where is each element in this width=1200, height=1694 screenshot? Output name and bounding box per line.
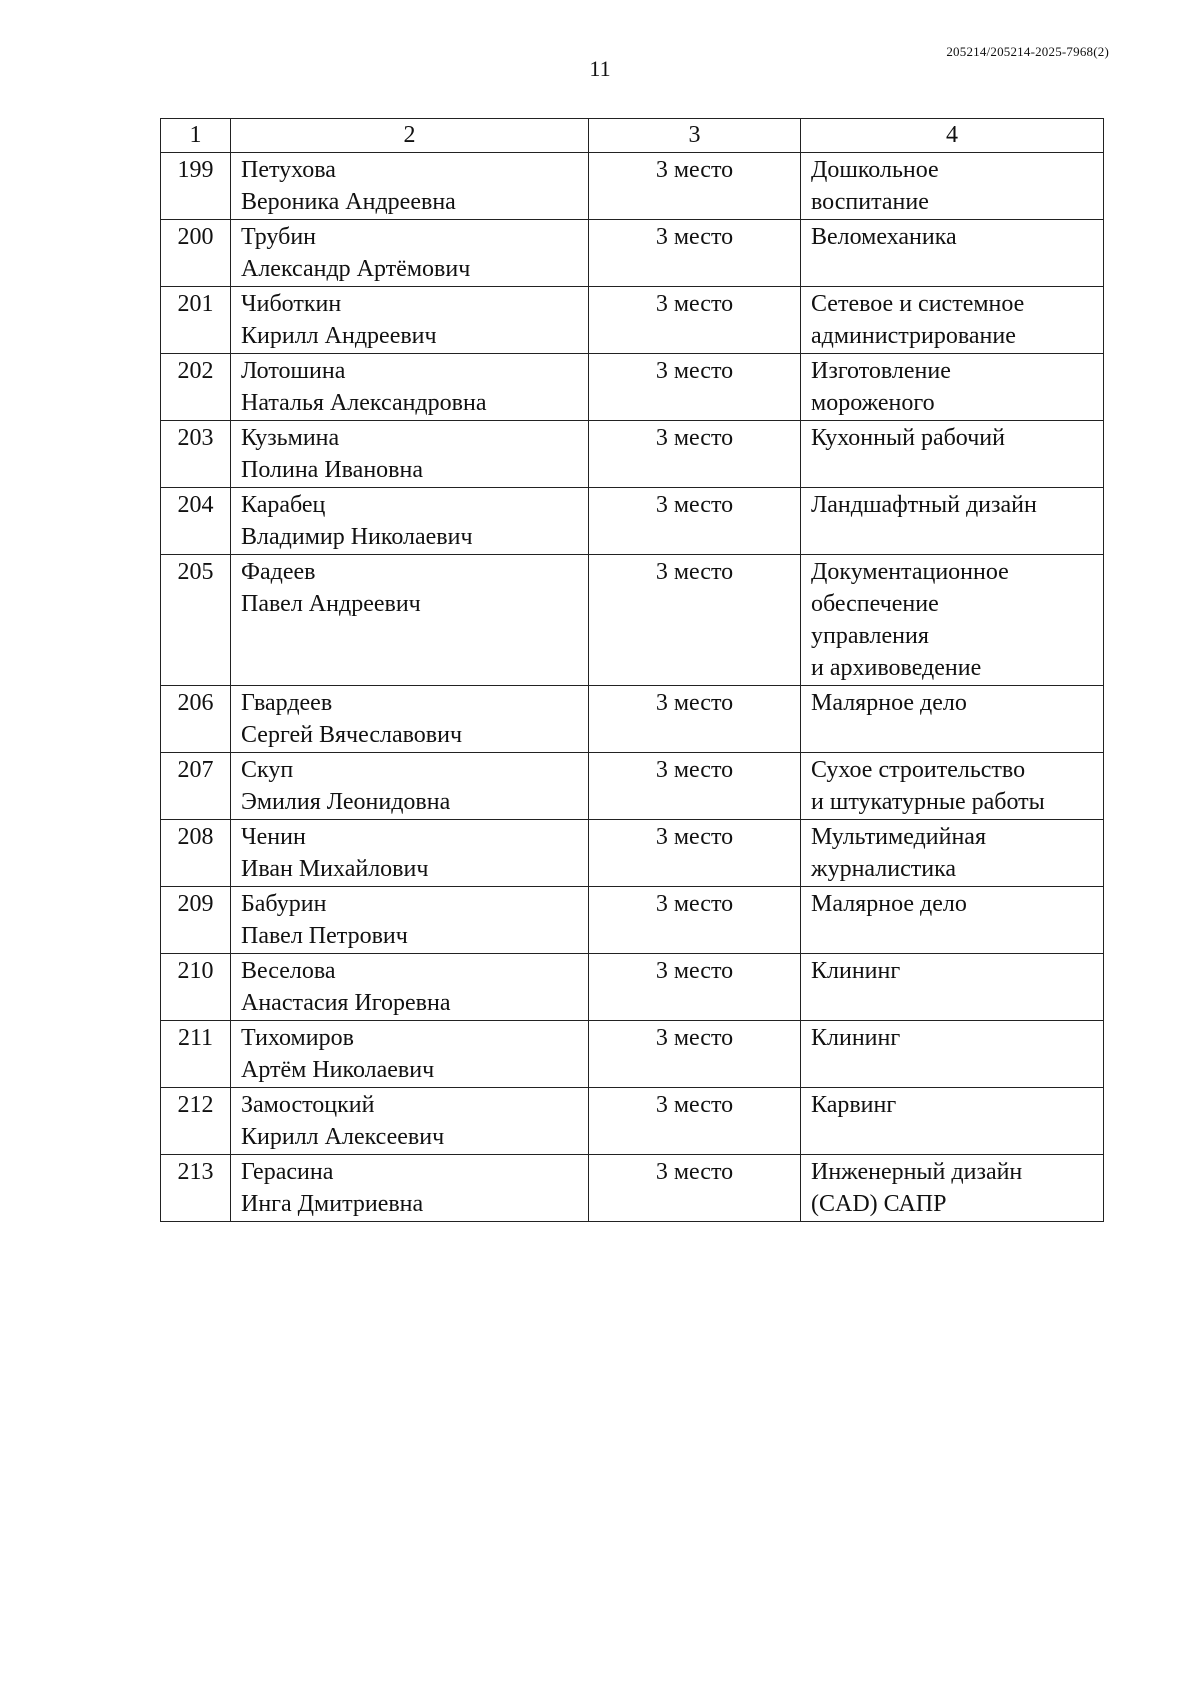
competency xyxy=(801,820,1104,887)
row-number: 204 xyxy=(161,488,231,555)
place: 3 место xyxy=(589,887,801,954)
table-row xyxy=(161,488,1104,555)
row-number: 210 xyxy=(161,954,231,1021)
table-row xyxy=(161,753,1104,820)
participant-name xyxy=(231,954,589,1021)
participant-name xyxy=(231,1155,589,1222)
competency xyxy=(801,1155,1104,1222)
participant-given-names: Павел Андреевич xyxy=(241,591,421,617)
document-id: 205214/205214-2025-7968(2) xyxy=(946,44,1109,59)
table-row xyxy=(161,287,1104,354)
row-number: 206 xyxy=(161,686,231,753)
competency-line: и штукатурные работы xyxy=(811,789,1045,815)
participant-surname: Гвардеев xyxy=(241,690,333,716)
competency xyxy=(801,1021,1104,1088)
results-table xyxy=(160,118,1104,1222)
participant-surname: Лотошина xyxy=(241,358,346,384)
participant-surname: Трубин xyxy=(241,224,317,250)
participant-given-names: Анастасия Игоревна xyxy=(241,990,451,1016)
table-row xyxy=(161,153,1104,220)
place: 3 место xyxy=(589,555,801,686)
table-row xyxy=(161,954,1104,1021)
participant-given-names: Наталья Александровна xyxy=(241,390,487,416)
participant-given-names: Кирилл Алексеевич xyxy=(241,1124,445,1150)
participant-surname: Замостоцкий xyxy=(241,1092,375,1118)
competency-line: Инженерный дизайн xyxy=(811,1159,1023,1185)
participant-surname: Скуп xyxy=(241,757,294,783)
participant-surname: Ченин xyxy=(241,824,306,850)
row-number: 201 xyxy=(161,287,231,354)
row-number: 209 xyxy=(161,887,231,954)
competency xyxy=(801,555,1104,686)
participant-given-names: Эмилия Леонидовна xyxy=(241,789,451,815)
competency-line: Ландшафтный дизайн xyxy=(811,492,1037,518)
participant-given-names: Владимир Николаевич xyxy=(241,524,473,550)
place: 3 место xyxy=(589,220,801,287)
table-header xyxy=(161,119,1104,153)
place: 3 место xyxy=(589,1021,801,1088)
competency xyxy=(801,488,1104,555)
place: 3 место xyxy=(589,421,801,488)
competency-line: Сухое строительство xyxy=(811,757,1026,783)
participant-name xyxy=(231,354,589,421)
participant-given-names: Инга Дмитриевна xyxy=(241,1191,424,1217)
place: 3 место xyxy=(589,488,801,555)
table-row xyxy=(161,686,1104,753)
competency-line: воспитание xyxy=(811,189,929,215)
competency-line: Малярное дело xyxy=(811,891,967,917)
participant-name xyxy=(231,488,589,555)
participant-surname: Кузьмина xyxy=(241,425,340,451)
participant-name xyxy=(231,555,589,686)
page-number: 11 xyxy=(589,56,611,81)
table-row xyxy=(161,820,1104,887)
participant-surname: Фадеев xyxy=(241,559,316,585)
participant-given-names: Кирилл Андреевич xyxy=(241,323,437,349)
competency xyxy=(801,153,1104,220)
participant-surname: Тихомиров xyxy=(241,1025,354,1051)
competency-line: мороженого xyxy=(811,390,935,416)
row-number: 199 xyxy=(161,153,231,220)
row-number: 200 xyxy=(161,220,231,287)
participant-name xyxy=(231,153,589,220)
competency-line: Кухонный рабочий xyxy=(811,425,1005,451)
competency xyxy=(801,421,1104,488)
row-number: 205 xyxy=(161,555,231,686)
competency-line: Малярное дело xyxy=(811,690,967,716)
participant-surname: Бабурин xyxy=(241,891,327,917)
table-row xyxy=(161,1088,1104,1155)
column-header-3: 3 xyxy=(589,119,801,153)
participant-surname: Петухова xyxy=(241,157,336,183)
participant-surname: Веселова xyxy=(241,958,336,984)
row-number: 208 xyxy=(161,820,231,887)
row-number: 207 xyxy=(161,753,231,820)
competency-line: (CAD) САПР xyxy=(811,1191,947,1217)
table-row xyxy=(161,1155,1104,1222)
competency-line: Сетевое и системное xyxy=(811,291,1025,317)
competency xyxy=(801,954,1104,1021)
competency xyxy=(801,887,1104,954)
place: 3 место xyxy=(589,686,801,753)
participant-given-names: Вероника Андреевна xyxy=(241,189,456,215)
competency-line: Документационное xyxy=(811,559,1009,585)
participant-given-names: Артём Николаевич xyxy=(241,1057,435,1083)
competency xyxy=(801,753,1104,820)
competency-line: Веломеханика xyxy=(811,224,957,250)
place: 3 место xyxy=(589,954,801,1021)
competency-line: Мультимедийная xyxy=(811,824,986,850)
participant-surname: Карабец xyxy=(241,492,326,518)
row-number: 202 xyxy=(161,354,231,421)
participant-name xyxy=(231,820,589,887)
competency-line: журналистика xyxy=(811,856,957,882)
participant-given-names: Полина Ивановна xyxy=(241,457,424,483)
competency-line: Изготовление xyxy=(811,358,951,384)
participant-name xyxy=(231,753,589,820)
row-number: 211 xyxy=(161,1021,231,1088)
row-number: 213 xyxy=(161,1155,231,1222)
table-row xyxy=(161,354,1104,421)
participant-surname: Чиботкин xyxy=(241,291,342,317)
competency-line: и архивоведение xyxy=(811,655,982,681)
table-body xyxy=(161,153,1104,1222)
place: 3 место xyxy=(589,753,801,820)
competency xyxy=(801,220,1104,287)
header-row xyxy=(161,119,1104,153)
place: 3 место xyxy=(589,1155,801,1222)
place: 3 место xyxy=(589,1088,801,1155)
place: 3 место xyxy=(589,354,801,421)
participant-given-names: Иван Михайлович xyxy=(241,856,429,882)
participant-surname: Герасина xyxy=(241,1159,334,1185)
table-row xyxy=(161,421,1104,488)
competency xyxy=(801,1088,1104,1155)
participant-given-names: Сергей Вячеславович xyxy=(241,722,463,748)
competency-line: Клининг xyxy=(811,1025,901,1051)
competency xyxy=(801,287,1104,354)
competency-line: Дошкольное xyxy=(811,157,939,183)
participant-name xyxy=(231,421,589,488)
table-row xyxy=(161,555,1104,686)
competency-line: обеспечение xyxy=(811,591,939,617)
competency xyxy=(801,354,1104,421)
competency xyxy=(801,686,1104,753)
row-number: 203 xyxy=(161,421,231,488)
participant-name xyxy=(231,686,589,753)
place: 3 место xyxy=(589,287,801,354)
competency-line: Клининг xyxy=(811,958,901,984)
competency-line: администрирование xyxy=(811,323,1016,349)
column-header-2: 2 xyxy=(231,119,589,153)
participant-name xyxy=(231,1021,589,1088)
table-row xyxy=(161,1021,1104,1088)
column-header-1: 1 xyxy=(161,119,231,153)
table-row xyxy=(161,887,1104,954)
competency-line: управления xyxy=(811,623,929,649)
participant-name xyxy=(231,1088,589,1155)
place: 3 место xyxy=(589,820,801,887)
competency-line: Карвинг xyxy=(811,1092,897,1118)
table-row xyxy=(161,220,1104,287)
participant-name xyxy=(231,220,589,287)
participant-name xyxy=(231,287,589,354)
column-header-4: 4 xyxy=(801,119,1104,153)
place: 3 место xyxy=(589,153,801,220)
participant-name xyxy=(231,887,589,954)
row-number: 212 xyxy=(161,1088,231,1155)
participant-given-names: Александр Артёмович xyxy=(241,256,471,282)
participant-given-names: Павел Петрович xyxy=(241,923,408,949)
